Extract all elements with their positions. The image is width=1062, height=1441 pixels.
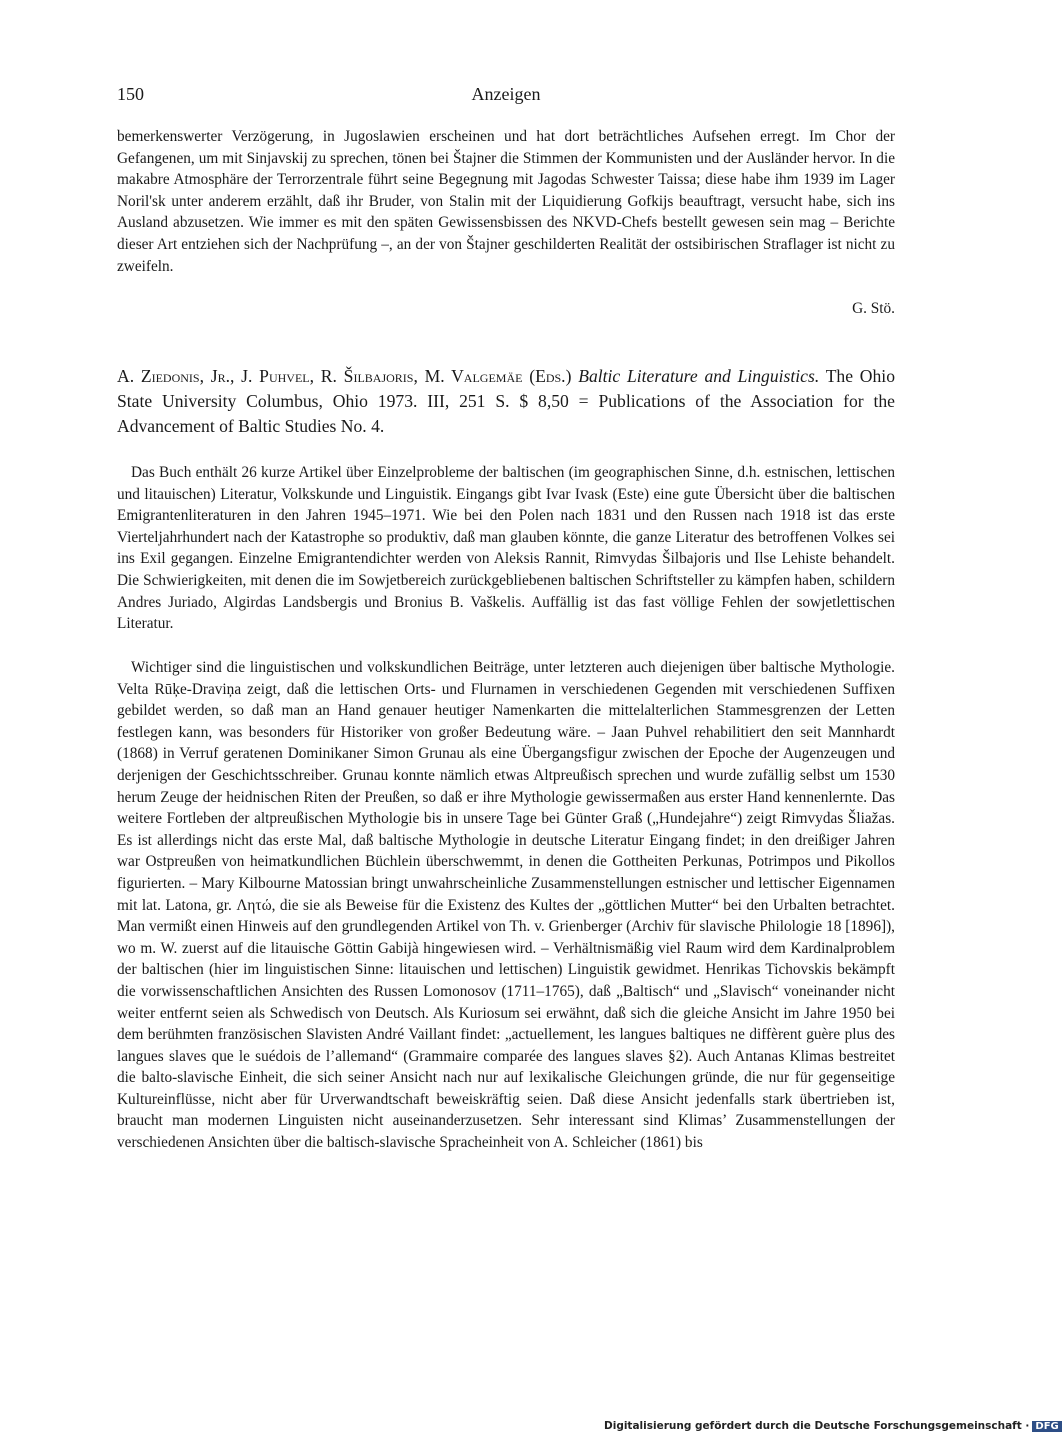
previous-review-text: bemerkenswerter Verzögerung, in Jugoslawien erscheinen und hat dort beträchtliches Aufsehen erregt. Im Chor der Gefangenen, um mit Sinjavskij zu sprechen, tönen bei Štajner die Stimmen der Kommunisten und der Ausländer hervor. In die makabre Atmosphäre der Terrorzentrale führt seine Begegnung mit Jagodas Schwester Taissa; diese habe ihm 1939 im Lager Noril'sk unter anderem erzählt, daß ihr Bruder, von Stalin mit der Liquidierung Gofkijs beauftragt, versucht habe, sich ins Ausland abzusetzen. Wie immer es mit den späten Gewissensbissen des NKVD-Chefs bestellt gewesen sein mag – Berichte dieser Art entziehen sich der Nachprüfung –, an der von Štajner geschilderten Realität der ostsibirischen Straflager ist nicht zu zweifeln.	[117, 128, 895, 275]
citation-title: Baltic Literature and Linguistics.	[578, 366, 820, 386]
review-paragraph-2: Wichtiger sind die linguistischen und volkskundlichen Beiträge, unter letzteren auch diejenigen über baltische Mythologie. Velta Rūķe-Draviņa zeigt, daß die lettischen Orts- und Flurnamen in verschiedenen Gegenden mit verschiedenen Suffixen gebildet werden, so daß man an Hand genauer heutiger Namenkarten die mittelalterlichen Stammesgrenzen der Letten festlegen kann, was besonders für Historiker von großer Bedeutung wäre. – Jaan Puhvel rehabilitiert den seit Mannhardt (1868) in Verruf geratenen Dominikaner Simon Grunau als eine Übergangsfigur zwischen der Epoche der Augenzeugen und derjenigen der Geschichtsschreiber. Grunau konnte nämlich etwas Altpreußisch sprechen und wurde zufällig selbst um 1530 herum Zeuge der heidnischen Riten der Preußen, so daß er ihre Mythologie gewissermaßen aus erster Hand kennenlernte. Das weitere Fortleben der altpreußischen Mythologie bis in unsere Tage bei Günter Graß („Hundejahre“) zeigt Rimvydas Šliažas. Es ist allerdings nicht das erste Mal, daß baltische Mythologie in deutsche Literatur Eingang findet; in den dreißiger Jahren war Ostpreußen von heimatkundlichen Büchlein überschwemmt, in denen die Gottheiten Perkunas, Potrimpos und Pikollos figurierten. – Mary Kilbourne Matossian bringt unwahrscheinliche Zusammenstellungen estnischer und lettischer Eigennamen mit lat. Latona, gr. Λητώ, die sie als Beweise für die Existenz des Kultes der „göttlichen Mutter“ bei den Urbalten betrachtet. Man vermißt einen Hinweis auf den grundlegenden Artikel von Th. v. Grienberger (Archiv für slavische Philologie 18 [1896]), wo m. W. zuerst auf die litauische Göttin Gabijà hingewiesen wird. – Verhältnismäßig viel Raum wird dem Kardinalproblem der baltischen (hier im linguistischen Sinne: litauischen und lettischen) Linguistik gewidmet. Henrikas Tichovskis bekämpft die vorwissenschaftlichen Ansichten des Russen Lomonosov (1711–1765), daß „Baltisch“ und „Slavisch“ voneinander nicht weiter entfernt seien als Schwedisch von Deutsch. Als Kuriosum sei erwähnt, daß sich die gleiche Ansicht im Jahre 1950 bei dem berühmten französischen Slavisten André Vaillant findet: „actuellement, les langues baltiques ne diffèrent guère plus des langues slaves que le suédois de l’allemand“ (Grammaire comparée des langues slaves §2). Auch Antanas Klimas bestreitet die balto-slavische Einheit, die sich seiner Ansicht nach nur auf lexikalische Gleichungen gründe, die nur für gegenseitige Kultureinflüsse, nicht aber für Urverwandtschaft beweiskräftig seien. Daß diese Ansicht jedenfalls stark übertrieben ist, braucht man modernen Linguisten nicht auseinanderzusetzen. Sehr interessant sind Klimas’ Zusammenstellungen der verschiedenen Ansichten über die baltisch-slavische Spracheinheit von A. Schleicher (1861) bis	[117, 659, 895, 1152]
page-number: 150	[117, 84, 144, 104]
dfg-logo: DFG	[1032, 1421, 1061, 1432]
book-citation	[117, 364, 895, 439]
footer-text: Digitalisierung gefördert durch die Deutsche Forschungsgemeinschaft ·	[604, 1420, 1030, 1432]
citation-imprint: The Ohio State University Columbus, Ohio 1973. III, 251 S. $ 8,50 = Publications of the Association for the Advancement of Baltic Studies No. 4.	[117, 366, 895, 436]
digitization-footer	[604, 1420, 1062, 1432]
review-paragraph-1: Das Buch enthält 26 kurze Artikel über Einzelprobleme der baltischen (im geographischen Sinne, d.h. estnischen, lettischen und litauischen) Literatur, Volkskunde und Linguistik. Eingangs gibt Ivar Ivask (Este) eine gute Übersicht über die baltischen Emigrantenliteraturen in den Jahren 1945–1971. Wie bei den Polen nach 1831 und den Russen nach 1918 ist das erste Vierteljahrhundert nach der Katastrophe so produktiv, daß man glauben könnte, die ganze Literatur des betroffenen Volkes sei ins Exil gegangen. Einzelne Emigrantendichter werden von Aleksis Rannit, Rimvydas Šilbajoris und Ilse Lehiste behandelt. Die Schwierigkeiten, mit denen die im Sowjetbereich zurückgebliebenen baltischen Schriftsteller zu kämpfen haben, schildern Andres Juriado, Algirdas Landsbergis und Bronius B. Vaškelis. Auffällig ist das fast völlige Fehlen der sowjetlettischen Literatur.	[117, 464, 895, 633]
reviewer-signature: G. Stö.	[852, 300, 895, 317]
running-head: Anzeigen	[471, 84, 541, 104]
citation-authors: A. Ziedonis, Jr., J. Puhvel, R. Šilbajoris, M. Valgemäe (Eds.)	[117, 366, 572, 386]
page-header	[117, 84, 895, 110]
